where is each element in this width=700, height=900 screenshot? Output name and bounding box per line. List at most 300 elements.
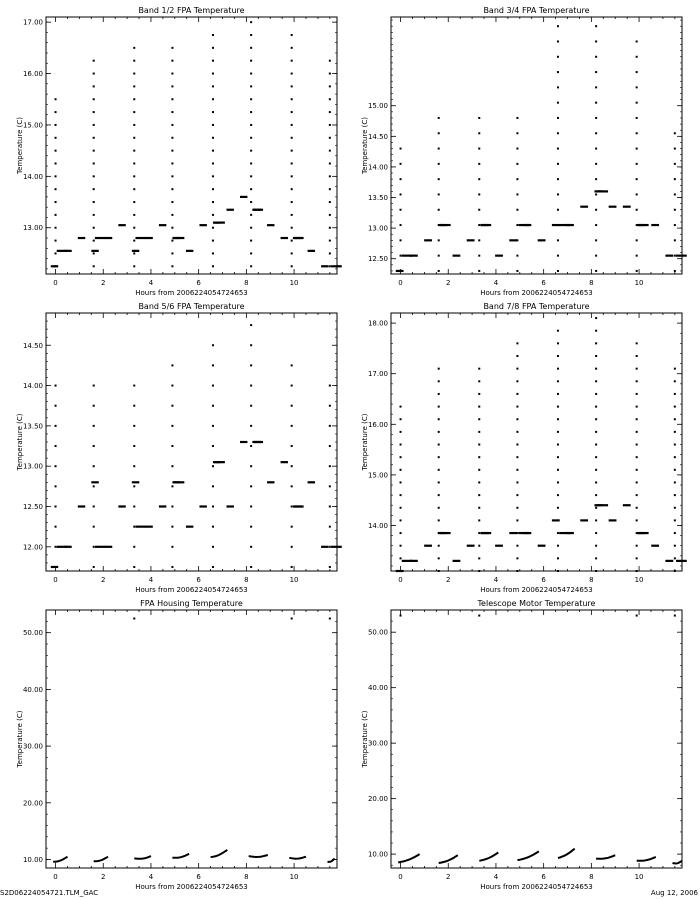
data-point — [250, 85, 252, 87]
data-point — [291, 34, 293, 36]
data-point — [595, 431, 597, 433]
data-point — [595, 132, 597, 134]
x-tick-label: 4 — [493, 279, 499, 287]
data-point — [291, 137, 293, 139]
data-point — [557, 25, 559, 27]
y-tick-label: 14.50 — [367, 132, 388, 141]
y-tick-label: 14.50 — [22, 341, 43, 350]
data-point — [133, 485, 135, 487]
data-point — [636, 117, 638, 119]
data-point — [674, 239, 676, 241]
x-tick-label: 2 — [446, 576, 451, 584]
data-point — [478, 224, 480, 226]
data-point — [212, 526, 214, 528]
data-point — [636, 209, 638, 211]
data-point — [438, 393, 440, 395]
data-point — [400, 163, 402, 165]
data-segment — [134, 856, 151, 859]
data-point — [400, 418, 402, 420]
data-point — [55, 465, 57, 467]
data-point — [329, 526, 331, 528]
data-point — [329, 214, 331, 216]
data-point — [329, 201, 331, 203]
data-point — [291, 385, 293, 387]
data-point — [250, 252, 252, 254]
x-tick-label: 10 — [289, 576, 299, 584]
data-point — [329, 425, 331, 427]
data-point — [516, 342, 518, 344]
data-point — [674, 148, 676, 150]
data-point — [595, 239, 597, 241]
data-point — [329, 465, 331, 467]
data-segment — [211, 850, 228, 857]
data-point — [478, 239, 480, 241]
data-point — [478, 368, 480, 370]
data-point — [212, 506, 214, 508]
x-tick-label: 2 — [101, 279, 106, 287]
data-point — [329, 405, 331, 407]
data-point — [636, 163, 638, 165]
data-point — [595, 469, 597, 471]
data-point — [291, 364, 293, 366]
data-point — [438, 193, 440, 195]
data-point — [516, 163, 518, 165]
data-point — [250, 73, 252, 75]
data-point — [329, 385, 331, 387]
data-point — [329, 60, 331, 62]
data-point — [516, 132, 518, 134]
data-point — [250, 485, 252, 487]
data-point — [557, 494, 559, 496]
x-tick-label: 10 — [634, 576, 644, 584]
y-tick-label: 12.50 — [22, 503, 43, 511]
data-point — [93, 265, 95, 267]
data-point — [133, 445, 135, 447]
x-tick-label: 8 — [589, 279, 594, 287]
data-point — [93, 188, 95, 190]
data-point — [595, 163, 597, 165]
x-tick-label: 6 — [541, 873, 546, 881]
data-point — [133, 385, 135, 387]
data-point — [291, 60, 293, 62]
data-point — [557, 519, 559, 521]
data-point — [516, 255, 518, 257]
data-point — [438, 209, 440, 211]
data-point — [636, 239, 638, 241]
y-tick-label: 18.00 — [367, 319, 388, 328]
y-axis-label: Temperature (C) — [361, 710, 369, 768]
y-tick-label: 12.00 — [22, 543, 43, 552]
data-point — [595, 193, 597, 195]
data-point — [212, 425, 214, 427]
data-point — [291, 214, 293, 216]
data-point — [291, 85, 293, 87]
x-tick-label: 10 — [634, 279, 644, 287]
data-point — [516, 368, 518, 370]
data-point — [133, 405, 135, 407]
data-point — [438, 239, 440, 241]
data-point — [55, 124, 57, 126]
data-point — [557, 406, 559, 408]
data-point — [171, 98, 173, 100]
x-axis-label: Hours from 2006224054724653 — [480, 883, 593, 891]
data-point — [636, 270, 638, 272]
data-point — [329, 124, 331, 126]
data-point — [557, 380, 559, 382]
data-point — [329, 265, 331, 267]
data-point — [291, 405, 293, 407]
data-point — [636, 406, 638, 408]
data-segment — [517, 851, 539, 860]
data-point — [93, 73, 95, 75]
y-tick-label: 10.00 — [367, 850, 388, 859]
data-point — [595, 368, 597, 370]
x-tick-label: 2 — [101, 576, 106, 584]
data-point — [93, 150, 95, 152]
data-point — [55, 98, 57, 100]
x-tick-label: 6 — [196, 873, 201, 881]
data-point — [55, 201, 57, 203]
data-point — [93, 137, 95, 139]
x-tick-label: 10 — [634, 873, 644, 881]
data-point — [636, 368, 638, 370]
x-tick-label: 8 — [244, 279, 249, 287]
y-axis-label: Temperature (C) — [361, 413, 369, 471]
y-tick-label: 14.00 — [367, 163, 388, 172]
data-point — [516, 494, 518, 496]
data-point — [400, 615, 402, 617]
data-point — [557, 557, 559, 559]
data-point — [595, 507, 597, 509]
data-point — [557, 469, 559, 471]
data-point — [595, 545, 597, 547]
y-tick-label: 30.00 — [367, 739, 388, 748]
data-point — [291, 111, 293, 113]
data-point — [133, 526, 135, 528]
x-tick-label: 4 — [148, 576, 154, 584]
data-point — [478, 270, 480, 272]
data-point — [438, 368, 440, 370]
data-point — [291, 188, 293, 190]
data-point — [595, 418, 597, 420]
data-point — [636, 519, 638, 521]
data-point — [250, 21, 252, 23]
data-point — [212, 98, 214, 100]
data-point — [636, 224, 638, 226]
data-point — [438, 532, 440, 534]
data-point — [478, 557, 480, 559]
data-point — [438, 132, 440, 134]
data-point — [171, 201, 173, 203]
data-point — [171, 227, 173, 229]
data-point — [400, 519, 402, 521]
y-tick-label: 16.00 — [367, 420, 388, 429]
data-point — [171, 188, 173, 190]
data-point — [250, 506, 252, 508]
data-point — [133, 240, 135, 242]
data-point — [212, 214, 214, 216]
data-point — [674, 456, 676, 458]
data-point — [400, 444, 402, 446]
plot-frame — [46, 17, 337, 274]
data-point — [55, 137, 57, 139]
data-point — [329, 485, 331, 487]
data-point — [478, 209, 480, 211]
data-point — [636, 545, 638, 547]
data-point — [674, 224, 676, 226]
x-tick-label: 4 — [148, 279, 154, 287]
data-point — [674, 444, 676, 446]
data-point — [291, 150, 293, 152]
x-tick-label: 0 — [53, 576, 58, 584]
data-segment — [439, 855, 458, 863]
data-segment — [558, 849, 575, 858]
data-point — [171, 73, 173, 75]
x-axis-label: Hours from 2006224054724653 — [135, 586, 248, 594]
data-point — [93, 85, 95, 87]
chart-panel-5 — [16, 599, 337, 891]
data-point — [557, 270, 559, 272]
data-point — [557, 132, 559, 134]
data-point — [595, 380, 597, 382]
data-point — [250, 385, 252, 387]
plot-frame — [46, 313, 337, 571]
data-point — [55, 526, 57, 528]
y-tick-label: 40.00 — [367, 684, 388, 693]
data-point — [674, 431, 676, 433]
data-point — [133, 98, 135, 100]
x-tick-label: 8 — [589, 576, 594, 584]
data-point — [478, 444, 480, 446]
data-point — [516, 355, 518, 357]
data-point — [516, 148, 518, 150]
data-point — [516, 519, 518, 521]
data-point — [636, 481, 638, 483]
data-point — [55, 214, 57, 216]
data-point — [93, 111, 95, 113]
data-point — [171, 385, 173, 387]
data-point — [55, 150, 57, 152]
data-point — [212, 47, 214, 49]
y-tick-label: 15.00 — [367, 471, 388, 480]
data-point — [171, 405, 173, 407]
data-segment — [94, 857, 108, 862]
data-point — [636, 102, 638, 104]
data-point — [329, 252, 331, 254]
data-point — [636, 494, 638, 496]
data-point — [636, 71, 638, 73]
data-point — [636, 132, 638, 134]
data-point — [674, 519, 676, 521]
data-point — [171, 175, 173, 177]
data-point — [250, 546, 252, 548]
data-point — [516, 193, 518, 195]
data-point — [329, 546, 331, 548]
data-point — [400, 469, 402, 471]
y-tick-label: 20.00 — [22, 799, 43, 808]
data-point — [212, 240, 214, 242]
data-point — [478, 615, 480, 617]
data-point — [291, 425, 293, 427]
data-point — [516, 239, 518, 241]
x-tick-label: 2 — [446, 279, 451, 287]
x-tick-label: 2 — [446, 873, 451, 881]
data-point — [250, 111, 252, 113]
plot-frame — [391, 17, 682, 274]
x-tick-label: 6 — [541, 576, 546, 584]
data-point — [516, 507, 518, 509]
x-tick-label: 0 — [53, 873, 58, 881]
data-point — [516, 469, 518, 471]
x-tick-label: 0 — [398, 279, 403, 287]
data-point — [516, 418, 518, 420]
data-point — [291, 485, 293, 487]
data-point — [636, 615, 638, 617]
data-point — [171, 445, 173, 447]
data-point — [595, 148, 597, 150]
data-point — [93, 60, 95, 62]
data-point — [636, 56, 638, 58]
data-point — [93, 405, 95, 407]
data-point — [478, 570, 480, 572]
data-point — [636, 557, 638, 559]
plot-frame — [46, 610, 337, 868]
data-point — [557, 368, 559, 370]
data-point — [674, 507, 676, 509]
data-point — [212, 566, 214, 568]
data-point — [171, 150, 173, 152]
data-point — [55, 566, 57, 568]
y-axis-label: Temperature (C) — [16, 117, 24, 174]
data-point — [55, 485, 57, 487]
data-point — [516, 431, 518, 433]
data-point — [595, 209, 597, 211]
data-point — [329, 188, 331, 190]
data-point — [212, 60, 214, 62]
data-point — [250, 425, 252, 427]
x-tick-label: 2 — [101, 873, 106, 881]
data-point — [250, 162, 252, 164]
data-point — [212, 385, 214, 387]
data-point — [636, 342, 638, 344]
data-point — [250, 227, 252, 229]
data-point — [516, 406, 518, 408]
data-point — [516, 270, 518, 272]
y-axis-label: Temperature (C) — [16, 413, 24, 471]
data-point — [212, 85, 214, 87]
data-point — [133, 47, 135, 49]
data-point — [595, 270, 597, 272]
data-point — [171, 364, 173, 366]
data-point — [636, 570, 638, 572]
y-tick-label: 17.00 — [367, 370, 388, 379]
data-point — [93, 214, 95, 216]
y-tick-label: 13.50 — [22, 422, 43, 431]
data-point — [478, 380, 480, 382]
data-point — [55, 240, 57, 242]
data-point — [250, 240, 252, 242]
data-point — [636, 193, 638, 195]
data-point — [250, 405, 252, 407]
data-point — [595, 71, 597, 73]
data-point — [595, 117, 597, 119]
data-point — [595, 494, 597, 496]
data-point — [400, 270, 402, 272]
data-point — [400, 431, 402, 433]
data-point — [674, 615, 676, 617]
data-point — [674, 557, 676, 559]
data-point — [400, 507, 402, 509]
data-point — [438, 456, 440, 458]
data-point — [250, 124, 252, 126]
data-point — [595, 330, 597, 332]
data-point — [438, 255, 440, 257]
data-point — [291, 227, 293, 229]
data-point — [291, 175, 293, 177]
data-point — [212, 546, 214, 548]
data-point — [133, 265, 135, 267]
data-point — [557, 56, 559, 58]
data-point — [329, 175, 331, 177]
data-point — [400, 532, 402, 534]
data-point — [93, 201, 95, 203]
chart-title: Band 3/4 FPA Temperature — [483, 6, 590, 15]
data-point — [478, 519, 480, 521]
data-point — [171, 137, 173, 139]
x-axis-label: Hours from 2006224054724653 — [480, 586, 593, 594]
data-point — [557, 507, 559, 509]
data-point — [55, 546, 57, 548]
data-point — [595, 481, 597, 483]
x-tick-label: 6 — [541, 279, 546, 287]
data-point — [478, 132, 480, 134]
data-point — [478, 163, 480, 165]
data-point — [595, 255, 597, 257]
data-point — [636, 444, 638, 446]
data-point — [674, 545, 676, 547]
data-point — [291, 201, 293, 203]
y-tick-label: 16.00 — [22, 70, 43, 79]
x-axis-label: Hours from 2006224054724653 — [135, 289, 248, 297]
data-point — [93, 124, 95, 126]
data-point — [291, 265, 293, 267]
data-point — [250, 566, 252, 568]
data-point — [93, 385, 95, 387]
data-point — [636, 431, 638, 433]
data-point — [171, 252, 173, 254]
data-point — [133, 201, 135, 203]
data-point — [93, 162, 95, 164]
data-point — [55, 227, 57, 229]
data-segment — [53, 857, 67, 862]
data-point — [133, 150, 135, 152]
data-point — [557, 102, 559, 104]
x-tick-label: 8 — [589, 873, 594, 881]
data-point — [595, 519, 597, 521]
y-tick-label: 13.00 — [367, 224, 388, 233]
data-point — [478, 507, 480, 509]
data-point — [291, 162, 293, 164]
data-point — [171, 162, 173, 164]
data-point — [133, 175, 135, 177]
x-tick-label: 0 — [398, 576, 403, 584]
data-segment — [398, 854, 419, 862]
data-point — [438, 163, 440, 165]
data-point — [133, 137, 135, 139]
data-point — [212, 201, 214, 203]
data-point — [171, 425, 173, 427]
data-point — [674, 178, 676, 180]
